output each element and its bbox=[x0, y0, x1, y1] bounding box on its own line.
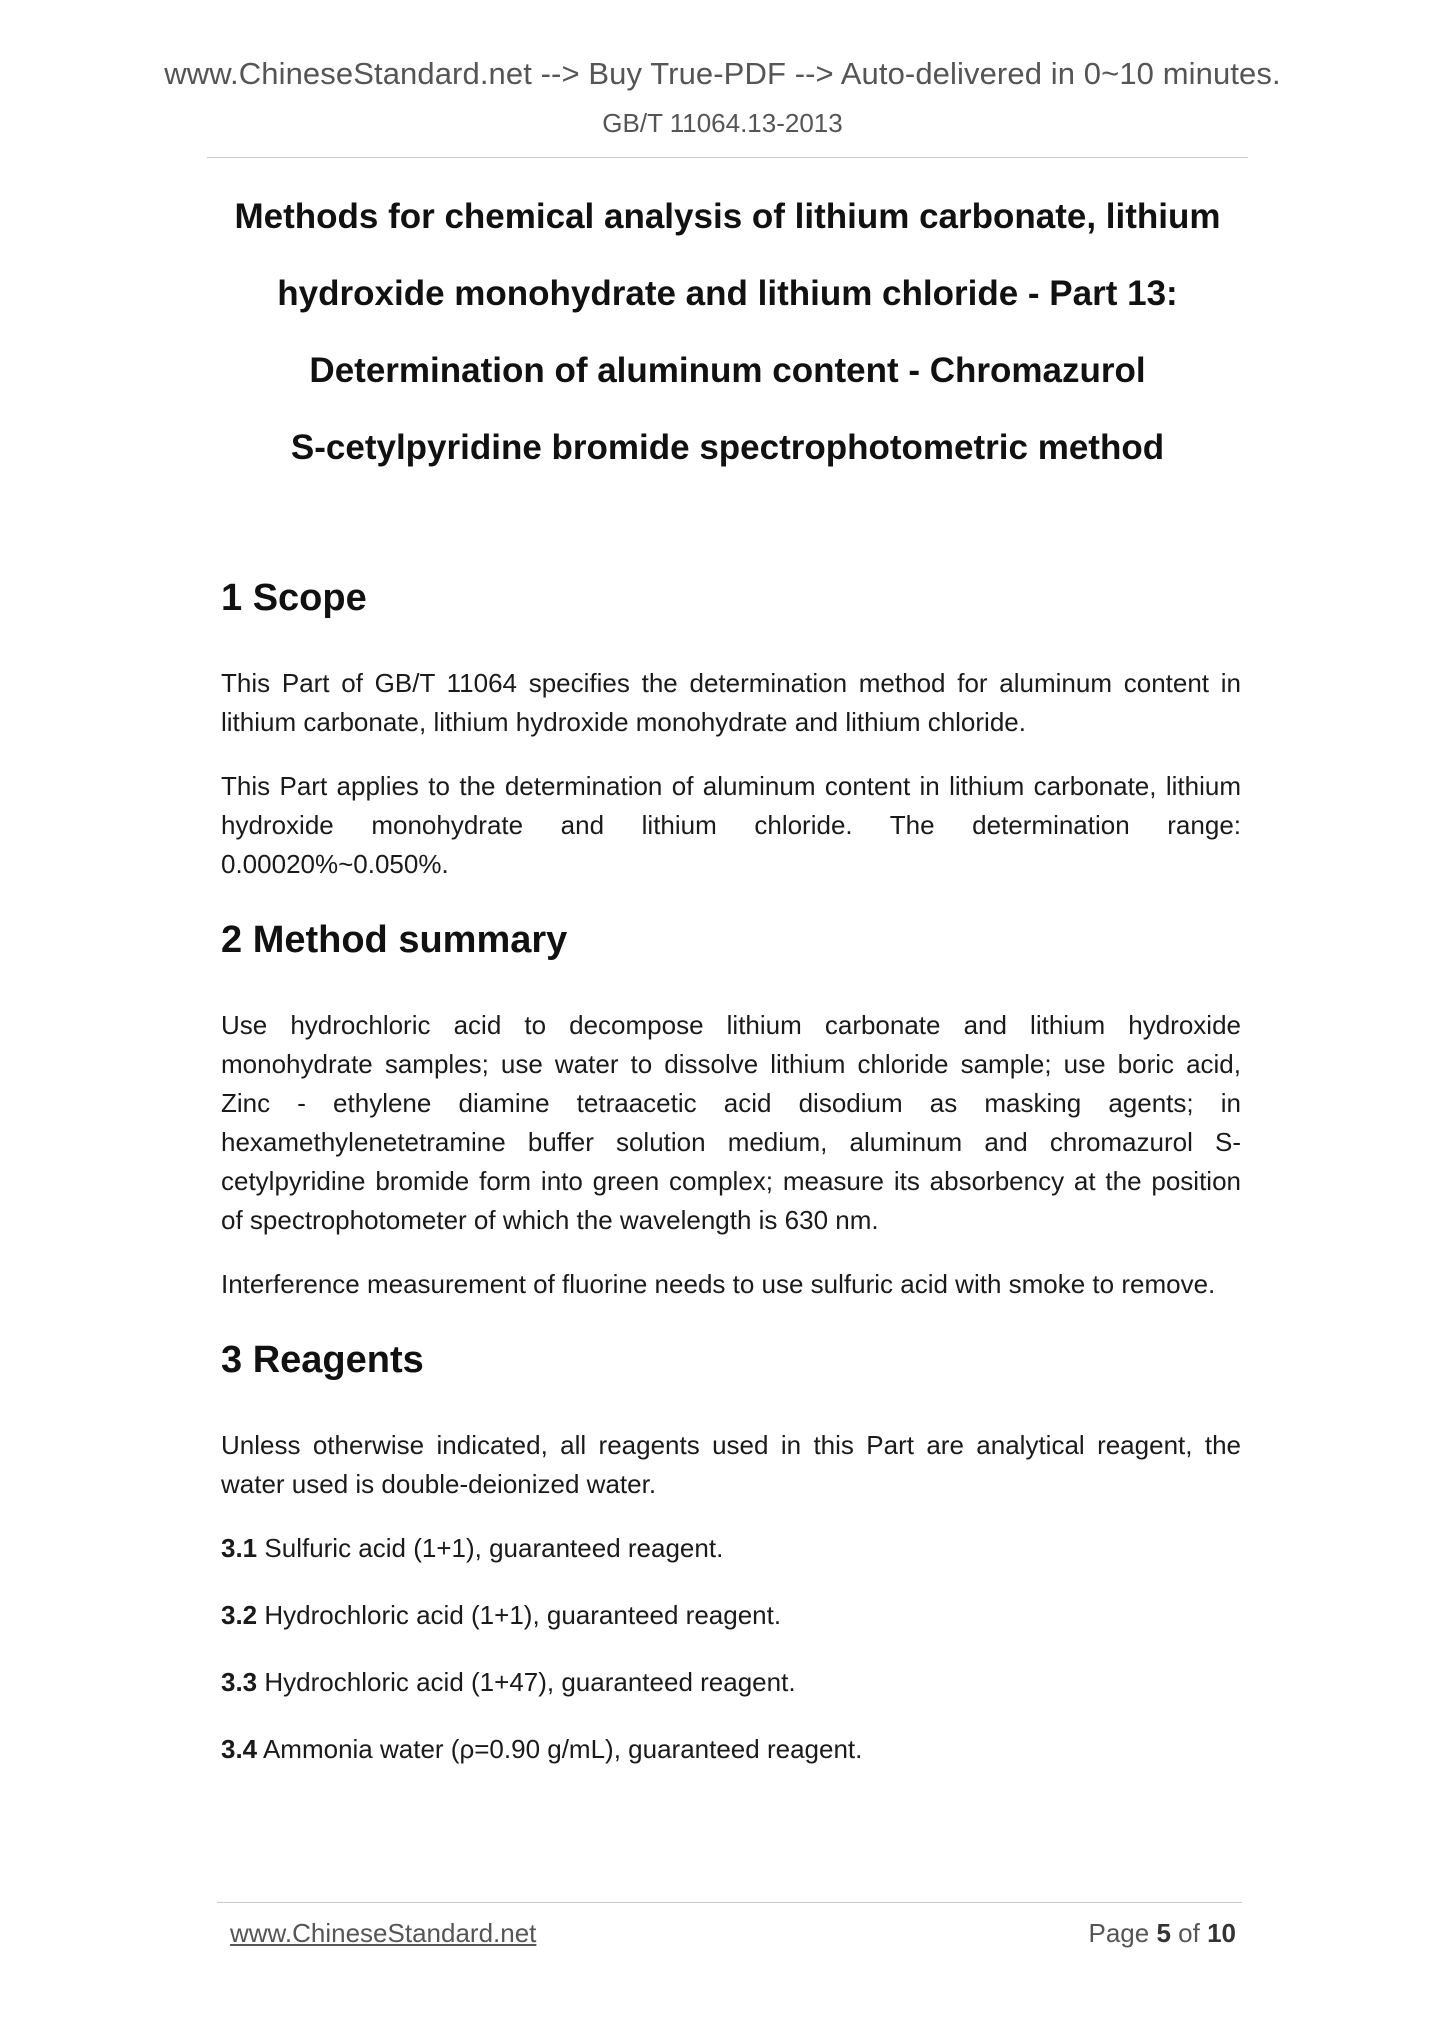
scope-paragraph: This Part of GB/T 11064 specifies the determination method for aluminum content in lithium carbonate, lithium hydroxide monohydrate and lithium chloride. bbox=[221, 668, 1241, 737]
reagent-item bbox=[221, 1663, 1241, 1702]
reagent-item bbox=[221, 1596, 1241, 1635]
page-current: 5 bbox=[1156, 1918, 1171, 1948]
reagent-number: 3.1 bbox=[221, 1533, 258, 1563]
reagent-text: Hydrochloric acid (1+47), guaranteed reagent. bbox=[264, 1667, 796, 1697]
method-summary-paragraph: Interference measurement of fluorine needs to use sulfuric acid with smoke to remove. bbox=[221, 1269, 1216, 1299]
reagent-number: 3.2 bbox=[221, 1600, 258, 1630]
standard-number: GB/T 11064.13-2013 bbox=[602, 108, 843, 138]
footer-divider bbox=[217, 1902, 1242, 1903]
document-body bbox=[221, 575, 1241, 1769]
title-line: Determination of aluminum content - Chromazurol bbox=[309, 351, 1146, 390]
page-of: of bbox=[1178, 1918, 1200, 1948]
reagent-item bbox=[221, 1529, 1241, 1568]
reagents-intro: Unless otherwise indicated, all reagents used in this Part are analytical reagent, the water used is double-deionized water. bbox=[221, 1430, 1241, 1499]
reagent-text: Hydrochloric acid (1+1), guaranteed reagent. bbox=[264, 1600, 782, 1630]
header-divider bbox=[207, 157, 1248, 158]
page-total: 10 bbox=[1207, 1918, 1236, 1948]
title-line: Methods for chemical analysis of lithium carbonate, lithium bbox=[234, 197, 1221, 236]
reagent-item bbox=[221, 1730, 1241, 1769]
title-line: hydroxide monohydrate and lithium chloride - Part 13: bbox=[277, 274, 1178, 313]
reagent-number: 3.3 bbox=[221, 1667, 258, 1697]
page-prefix: Page bbox=[1088, 1918, 1150, 1948]
scope-paragraph: This Part applies to the determination of aluminum content in lithium carbonate, lithium hydroxide monohydrate and lithium chloride. The determination range: 0.00020%~0.050%. bbox=[221, 771, 1241, 879]
title-line: S-cetylpyridine bromide spectrophotometric method bbox=[290, 428, 1165, 467]
section-heading-method-summary: 2 Method summary bbox=[221, 919, 568, 961]
page-indicator bbox=[1088, 1918, 1236, 1949]
reagent-text: Ammonia water (ρ=0.90 g/mL), guaranteed reagent. bbox=[262, 1734, 863, 1764]
reagent-text: Sulfuric acid (1+1), guaranteed reagent. bbox=[264, 1533, 724, 1563]
section-heading-scope: 1 Scope bbox=[221, 577, 367, 619]
header-banner: www.ChineseStandard.net --> Buy True-PDF --> Auto-delivered in 0~10 minutes. bbox=[164, 56, 1281, 91]
method-summary-paragraph: Use hydrochloric acid to decompose lithium carbonate and lithium hydroxide monohydrate samples; use water to dissolve lithium chloride sample; use boric acid, Zinc - ethylene diamine tetraacetic acid disodium as masking agents; in hexamethylenetetramine buffer solution medium, aluminum and chromazurol S-cetylpyridine bromide form into green complex; measure its absorbency at the position of spectrophotometer of which the wavelength is 630 nm. bbox=[221, 1010, 1241, 1235]
section-heading-reagents: 3 Reagents bbox=[221, 1339, 424, 1381]
footer-site-link[interactable]: www.ChineseStandard.net bbox=[230, 1918, 537, 1948]
document-title bbox=[200, 178, 1255, 486]
reagent-number: 3.4 bbox=[221, 1734, 258, 1764]
